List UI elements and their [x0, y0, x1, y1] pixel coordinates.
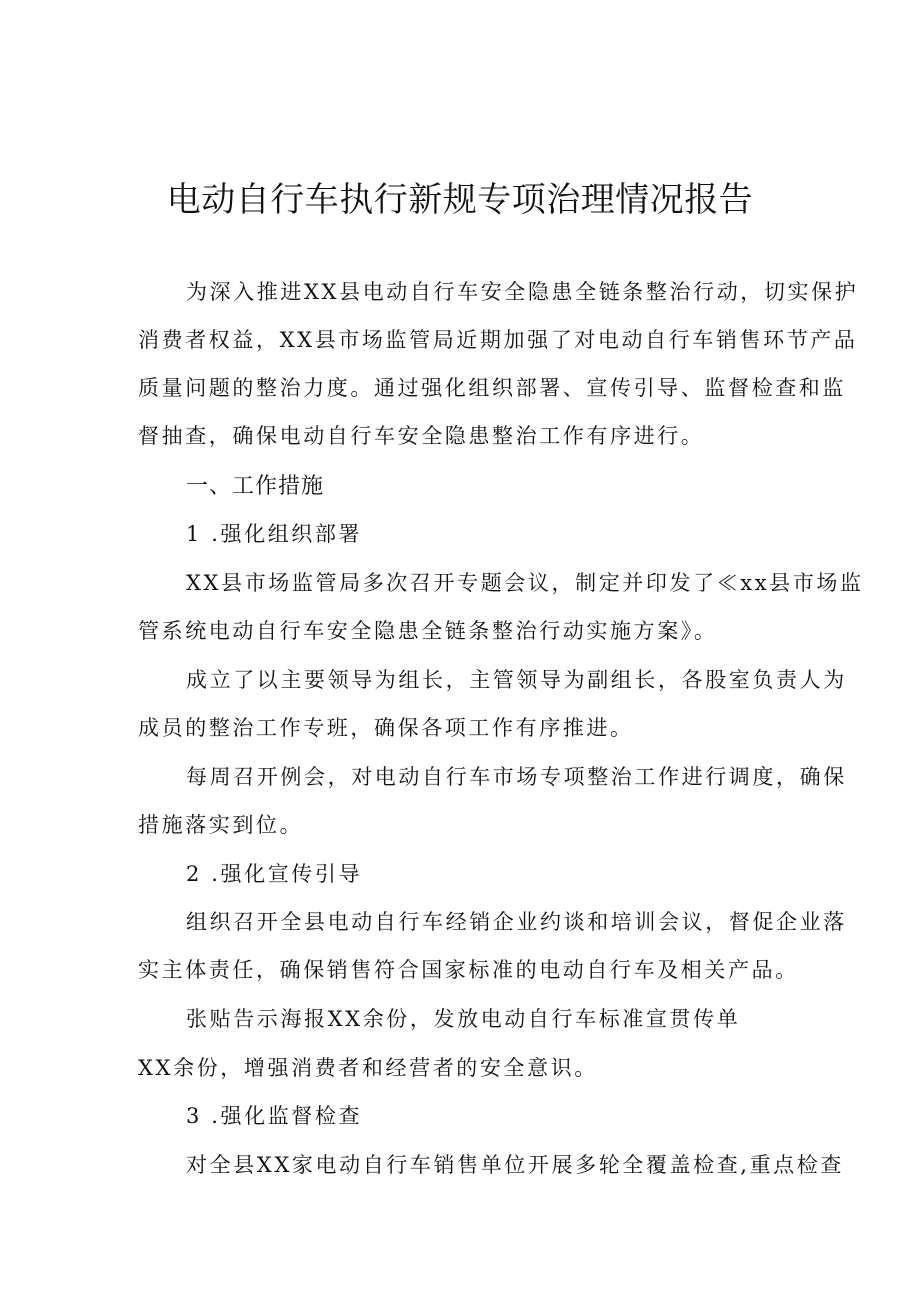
item1-p3-line-1: 每周召开例会，对电动自行车市场专项整治工作进行调度，确保	[186, 765, 847, 789]
item-heading-organization: 1 .强化组织部署	[186, 522, 363, 546]
item-heading-publicity: 2 .强化宣传引导	[186, 862, 363, 886]
intro-line-3: 质量问题的整治力度。通过强化组织部署、宣传引导、监督检查和监	[138, 376, 846, 400]
item1-p1-line-1: XX县市场监管局多次召开专题会议，制定并印发了≪xx县市场监	[186, 571, 864, 595]
item2-p1-line-1: 组织召开全县电动自行车经销企业约谈和培训会议，督促企业落	[186, 910, 847, 934]
section-heading-work-measures: 一、工作措施	[186, 474, 325, 499]
item1-p3-line-2: 措施落实到位。	[138, 813, 304, 837]
item-heading-supervision: 3 .强化监督检查	[186, 1104, 363, 1128]
item3-p1-line-1: 对全县XX家电动自行车销售单位开展多轮全覆盖检查,重点检查	[186, 1153, 844, 1177]
item2-p2-line-2: XX余份，增强消费者和经营者的安全意识。	[138, 1056, 598, 1080]
intro-line-4: 督抽查，确保电动自行车安全隐患整治工作有序进行。	[138, 424, 705, 448]
item1-p1-line-2: 管系统电动自行车安全隐患全链条整治行动实施方案》。	[138, 619, 718, 643]
item2-p1-line-2: 实主体责任，确保销售符合国家标准的电动自行车及相关产品。	[138, 958, 799, 982]
intro-line-1: 为深入推进XX县电动自行车安全隐患全链条整治行动，切实保护	[186, 280, 859, 304]
item1-p2-line-1: 成立了以主要领导为组长，主管领导为副组长，各股室负责人为	[186, 668, 847, 692]
intro-line-2: 消费者权益，XX县市场监管局近期加强了对电动自行车销售环节产品	[138, 328, 858, 352]
item1-p2-line-2: 成员的整治工作专班，确保各项工作有序推进。	[138, 716, 634, 740]
document-title: 电动自行车执行新规专项治理情况报告	[166, 180, 754, 220]
item2-p2-line-1: 张贴告示海报XX余份，发放电动自行车标准宣贯传单	[186, 1007, 741, 1031]
